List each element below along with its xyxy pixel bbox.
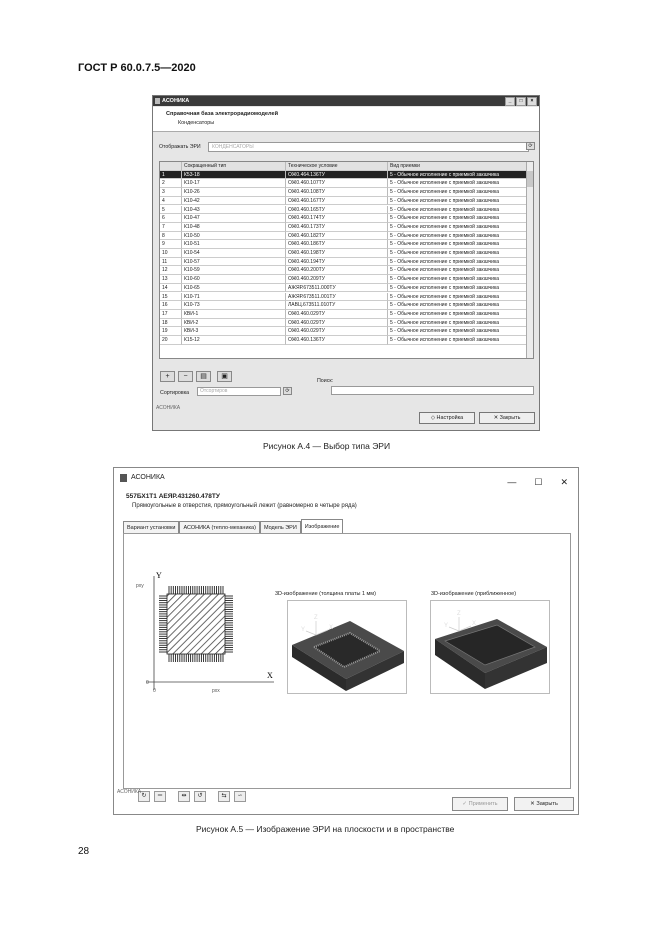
flip-icon[interactable]: ═ xyxy=(154,791,166,802)
table-cell: 4 xyxy=(160,197,182,206)
apply-icon: ✓ xyxy=(462,801,469,807)
axis-y-label: Y xyxy=(444,623,449,629)
minimize-button[interactable]: — xyxy=(507,477,517,487)
view3d-near-label: 3D-изображение (приближенное) xyxy=(431,591,517,597)
table-cell: 5 - Обычное исполнение с приемкой заказчика xyxy=(388,223,529,232)
table-cell: К10-47 xyxy=(182,214,286,223)
document-header: ГОСТ Р 60.0.7.5—2020 xyxy=(78,62,196,74)
table-cell: 1 xyxy=(160,171,182,180)
table-cell: 16 xyxy=(160,301,182,310)
table-cell: К10-65 xyxy=(182,284,286,293)
turn-icon[interactable]: ↺ xyxy=(194,791,206,802)
table-cell: 8 xyxy=(160,232,182,241)
table-row[interactable] xyxy=(160,275,529,284)
board-3d-near-render xyxy=(431,601,549,693)
table-row[interactable] xyxy=(160,188,529,197)
axis-x-label: X xyxy=(472,621,477,627)
table-row[interactable] xyxy=(160,336,529,345)
table-cell: КВИ-3 xyxy=(182,327,286,336)
board-3d-render xyxy=(288,601,406,693)
search-label: Поиск: xyxy=(317,378,334,384)
table-row[interactable] xyxy=(160,310,529,319)
table-row[interactable] xyxy=(160,319,529,328)
table-cell: 5 - Обычное исполнение с приемкой заказчика xyxy=(388,275,529,284)
column-header xyxy=(160,162,182,171)
table-cell: ОЖ0.460.173ТУ xyxy=(286,223,388,232)
rotate-icon[interactable]: ↻ xyxy=(138,791,150,802)
table-cell: 20 xyxy=(160,336,182,345)
close-window-button[interactable]: × xyxy=(527,97,537,106)
header-subtitle: Прямоугольные в отверстия, прямоугольный лежит (равномерно в четыре ряда) xyxy=(132,503,357,509)
table-row[interactable] xyxy=(160,171,529,180)
table-cell: 13 xyxy=(160,275,182,284)
table-cell: 7 xyxy=(160,223,182,232)
table-cell: ОЖ0.460.209ТУ xyxy=(286,275,388,284)
status-bar: АСОНИКА xyxy=(156,405,181,411)
table-cell: 5 - Обычное исполнение с приемкой заказчика xyxy=(388,171,529,180)
y-dimension-label: pxy xyxy=(136,583,144,589)
table-header xyxy=(160,162,529,171)
ecomponent-image-window xyxy=(113,467,579,815)
remove-icon[interactable]: − xyxy=(178,371,193,382)
curve-icon[interactable]: ∽ xyxy=(234,791,246,802)
settings-icon: ◇ xyxy=(430,415,437,421)
mirror-icon[interactable]: ⇆ xyxy=(218,791,230,802)
apply-button[interactable] xyxy=(452,797,508,811)
figure-a5-caption: Рисунок А.5 — Изображение ЭРИ на плоскости и в пространстве xyxy=(196,824,455,834)
tab-bar xyxy=(123,521,343,533)
table-cell: ОЖ0.460.029ТУ xyxy=(286,327,388,336)
table-cell: 5 - Обычное исполнение с приемкой заказчика xyxy=(388,301,529,310)
close-button[interactable] xyxy=(514,797,574,811)
table-cell: 5 - Обычное исполнение с приемкой заказчика xyxy=(388,327,529,336)
table-cell: ОЖ0.460.182ТУ xyxy=(286,232,388,241)
table-row[interactable] xyxy=(160,327,529,336)
close-button[interactable] xyxy=(479,412,535,424)
table-cell: АЖЯР.673511.001ТУ xyxy=(286,293,388,302)
table-cell: К15-12 xyxy=(182,336,286,345)
x-dimension-label: pxx xyxy=(212,688,220,694)
close-label: Закрыть xyxy=(536,801,558,807)
table-cell: ОЖ0.460.029ТУ xyxy=(286,310,388,319)
table-cell: 2 xyxy=(160,179,182,188)
table-cell: ОЖ0.460.167ТУ xyxy=(286,197,388,206)
close-icon: ✕ xyxy=(530,801,537,807)
align-icon[interactable]: ⇹ xyxy=(178,791,190,802)
view3d-near-panel[interactable] xyxy=(430,600,550,694)
header-title: 557БХ1Т1 АЕЯР.431260.478ТУ xyxy=(126,493,220,500)
close-window-button[interactable]: ✕ xyxy=(560,477,568,487)
table-scrollbar[interactable] xyxy=(526,162,533,358)
table-cell: 5 - Обычное исполнение с приемкой заказчика xyxy=(388,206,529,215)
table-cell: 5 - Обычное исполнение с приемкой заказчика xyxy=(388,249,529,258)
settings-label: Настройка xyxy=(436,415,464,421)
title-bar xyxy=(114,468,578,488)
window-header xyxy=(114,488,578,520)
page-number: 28 xyxy=(78,846,90,857)
view3d-panel[interactable] xyxy=(287,600,407,694)
table-cell: К10-42 xyxy=(182,197,286,206)
sort-label: Сортировка xyxy=(160,390,190,396)
open-icon[interactable]: ⟳ xyxy=(526,142,535,150)
table-cell: ОЖ0.460.186ТУ xyxy=(286,240,388,249)
app-logo-icon xyxy=(155,98,160,104)
table-cell: 6 xyxy=(160,214,182,223)
table-cell: К53-18 xyxy=(182,171,286,180)
table-cell: ОЖ0.460.136ТУ xyxy=(286,336,388,345)
column-header: Вид приемки xyxy=(388,162,529,171)
table-cell: К10-51 xyxy=(182,240,286,249)
table-cell: 5 - Обычное исполнение с приемкой заказчика xyxy=(388,284,529,293)
table-row[interactable] xyxy=(160,197,529,206)
table-cell: 5 - Обычное исполнение с приемкой заказчика xyxy=(388,319,529,328)
search-input[interactable] xyxy=(331,386,534,395)
table-cell: 5 - Обычное исполнение с приемкой заказчика xyxy=(388,258,529,267)
table-cell: К10-50 xyxy=(182,232,286,241)
table-cell: К10-54 xyxy=(182,249,286,258)
chip-body xyxy=(167,594,225,654)
axis-y-label: Y xyxy=(301,627,306,633)
table-cell: 18 xyxy=(160,319,182,328)
table-cell: 5 - Обычное исполнение с приемкой заказчика xyxy=(388,310,529,319)
table-cell: К10-60 xyxy=(182,275,286,284)
table-cell: К10-43 xyxy=(182,206,286,215)
table-cell: 5 - Обычное исполнение с приемкой заказчика xyxy=(388,240,529,249)
view3d-label: 3D-изображение (толщина платы 1 мм) xyxy=(275,591,376,597)
table-cell: 5 - Обычное исполнение с приемкой заказчика xyxy=(388,179,529,188)
settings-button[interactable] xyxy=(419,412,475,424)
header-subtitle: Конденсаторы xyxy=(178,120,215,126)
table-cell: КВИ-2 xyxy=(182,319,286,328)
table-cell: К10-71 xyxy=(182,293,286,302)
table-cell: ОЖ0.460.107ТУ xyxy=(286,179,388,188)
app-logo-icon xyxy=(120,474,127,482)
figure-a4-caption: Рисунок А.4 — Выбор типа ЭРИ xyxy=(263,441,391,451)
table-cell: 15 xyxy=(160,293,182,302)
table-cell: 11 xyxy=(160,258,182,267)
y-origin-label: 0 xyxy=(146,680,149,686)
add-icon[interactable]: + xyxy=(160,371,175,382)
table-cell: К10-73 xyxy=(182,301,286,310)
table-row[interactable] xyxy=(160,232,529,241)
maximize-button[interactable]: □ xyxy=(516,97,526,106)
table-cell: ОЖ0.460.200ТУ xyxy=(286,266,388,275)
table-cell: ЛАВЦ.673511.010ТУ xyxy=(286,301,388,310)
show-filter-field[interactable]: КОНДЕНСАТОРЫ xyxy=(208,142,529,152)
table-cell: АЖЯР.673511.000ТУ xyxy=(286,284,388,293)
table-cell: 5 - Обычное исполнение с приемкой заказчика xyxy=(388,188,529,197)
table-row[interactable] xyxy=(160,240,529,249)
title-bar xyxy=(153,96,539,106)
table-cell: 12 xyxy=(160,266,182,275)
ecomponent-type-window xyxy=(152,95,540,431)
table-cell: 5 - Обычное исполнение с приемкой заказчика xyxy=(388,266,529,275)
show-label: Отображать ЭРИ xyxy=(159,144,201,150)
table-cell: 5 - Обычное исполнение с приемкой заказчика xyxy=(388,293,529,302)
table-row[interactable] xyxy=(160,284,529,293)
table-row[interactable] xyxy=(160,293,529,302)
table-cell: 9 xyxy=(160,240,182,249)
y-axis-title: Y xyxy=(156,572,162,580)
table-row[interactable] xyxy=(160,301,529,310)
table-cell: К10-48 xyxy=(182,223,286,232)
x-origin-label: 0 xyxy=(153,688,156,694)
table-cell: 5 - Обычное исполнение с приемкой заказчика xyxy=(388,232,529,241)
component-table xyxy=(159,161,534,359)
table-cell: 19 xyxy=(160,327,182,336)
table-cell: ОЖ0.460.194ТУ xyxy=(286,258,388,267)
tab-image[interactable]: Изображение xyxy=(301,519,344,533)
table-cell: 5 - Обычное исполнение с приемкой заказчика xyxy=(388,214,529,223)
table-cell: ОЖ0.460.174ТУ xyxy=(286,214,388,223)
table-row[interactable] xyxy=(160,249,529,258)
table-cell: 5 xyxy=(160,206,182,215)
axis-z-label: Z xyxy=(314,615,318,621)
table-row[interactable] xyxy=(160,258,529,267)
table-cell: 5 - Обычное исполнение с приемкой заказчика xyxy=(388,197,529,206)
axis-z-label: Z xyxy=(457,611,461,617)
table-row[interactable] xyxy=(160,266,529,275)
window-title: АСОНИКА xyxy=(131,474,165,481)
minimize-button[interactable]: _ xyxy=(505,97,515,106)
table-cell: ОЖ0.464.136ТУ xyxy=(286,171,388,180)
header-title: Справочная база электрорадиомоделей xyxy=(166,111,279,117)
tab-component-model[interactable]: Модель ЭРИ xyxy=(260,521,301,533)
x-axis-title: X xyxy=(267,671,273,680)
window-header xyxy=(153,107,539,132)
table-cell: ОЖ0.460.198ТУ xyxy=(286,249,388,258)
window-title: АСОНИКА xyxy=(162,98,190,104)
tab-mounting-variant[interactable]: Вариант установки xyxy=(123,521,179,533)
table-cell: К10-26 xyxy=(182,188,286,197)
table-cell: К10-17 xyxy=(182,179,286,188)
table-cell: КВИ-1 xyxy=(182,310,286,319)
scroll-thumb[interactable] xyxy=(527,171,533,187)
status-bar: АСОНИКА xyxy=(117,789,142,795)
axis-x-label: X xyxy=(329,625,334,631)
table-cell: 10 xyxy=(160,249,182,258)
table-cell: 3 xyxy=(160,188,182,197)
plan-view xyxy=(134,572,284,712)
column-header: Сокращенный тип xyxy=(182,162,286,171)
sort-icon[interactable]: ⟳ xyxy=(283,387,292,395)
table-row[interactable] xyxy=(160,206,529,215)
table-cell: ОЖ0.460.108ТУ xyxy=(286,188,388,197)
table-cell: ОЖ0.460.029ТУ xyxy=(286,319,388,328)
maximize-button[interactable]: ☐ xyxy=(534,477,543,487)
copy-icon[interactable]: ▣ xyxy=(217,371,232,382)
sort-select[interactable]: Отсортиров xyxy=(197,387,281,396)
table-cell: К10-59 xyxy=(182,266,286,275)
close-icon: ✕ xyxy=(493,415,500,421)
table-cell: К10-57 xyxy=(182,258,286,267)
table-row[interactable] xyxy=(160,179,529,188)
table-row[interactable] xyxy=(160,223,529,232)
column-header: Техническое условие xyxy=(286,162,388,171)
table-cell: 17 xyxy=(160,310,182,319)
tab-thermal-mechanics[interactable]: АСОНИКА (тепло-механика) xyxy=(179,521,259,533)
table-row[interactable] xyxy=(160,214,529,223)
close-label: Закрыть xyxy=(499,415,521,421)
apply-label: Применить xyxy=(468,801,498,807)
table-cell: 14 xyxy=(160,284,182,293)
edit-icon[interactable]: ▤ xyxy=(196,371,211,382)
table-cell: 5 - Обычное исполнение с приемкой заказчика xyxy=(388,336,529,345)
table-cell: ОЖ0.460.165ТУ xyxy=(286,206,388,215)
